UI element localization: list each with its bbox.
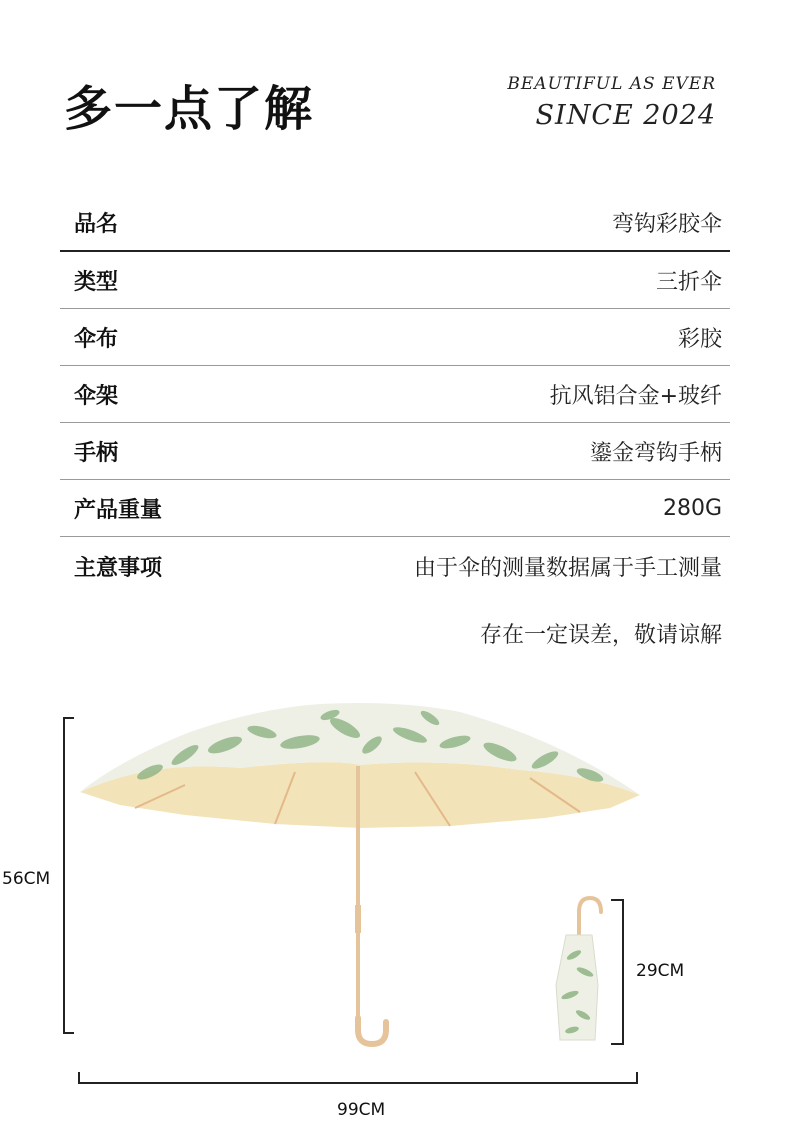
spec-value: 三折伞 — [655, 269, 722, 295]
width-bracket — [79, 1072, 637, 1083]
hook-handle — [358, 1018, 386, 1044]
open-height-label: 56CM — [2, 869, 51, 889]
spec-value: 抗风铝合金+玻纤 — [549, 383, 722, 409]
spec-label: 手柄 — [74, 440, 119, 466]
spec-value: 弯钩彩胶伞 — [611, 212, 722, 237]
spec-label: 品名 — [74, 212, 119, 237]
page-title: 多一点了解 — [64, 81, 315, 137]
tagline-bottom: SINCE 2024 — [535, 100, 716, 131]
folded-hook — [579, 898, 601, 935]
spec-label: 伞布 — [74, 326, 119, 352]
spec-label: 主意事项 — [74, 555, 163, 581]
spec-value: 由于伞的测量数据属于手工测量 — [413, 555, 722, 581]
spec-value: 鎏金弯钩手柄 — [589, 440, 722, 466]
tagline-top: BEAUTIFUL AS EVER — [507, 74, 716, 94]
open-width-label: 99CM — [337, 1100, 386, 1120]
shaft-joint — [355, 905, 361, 933]
folded-bracket — [611, 900, 623, 1044]
spec-label: 伞架 — [74, 383, 119, 409]
spec-label: 产品重量 — [74, 497, 163, 523]
height-bracket — [64, 718, 74, 1033]
spec-value: 280G — [662, 495, 722, 521]
spec-label: 类型 — [74, 269, 119, 295]
spec-value: 彩胶 — [677, 326, 722, 352]
spec-note-line2: 存在一定误差，敬请谅解 — [479, 623, 722, 648]
folded-height-label: 29CM — [636, 961, 685, 981]
